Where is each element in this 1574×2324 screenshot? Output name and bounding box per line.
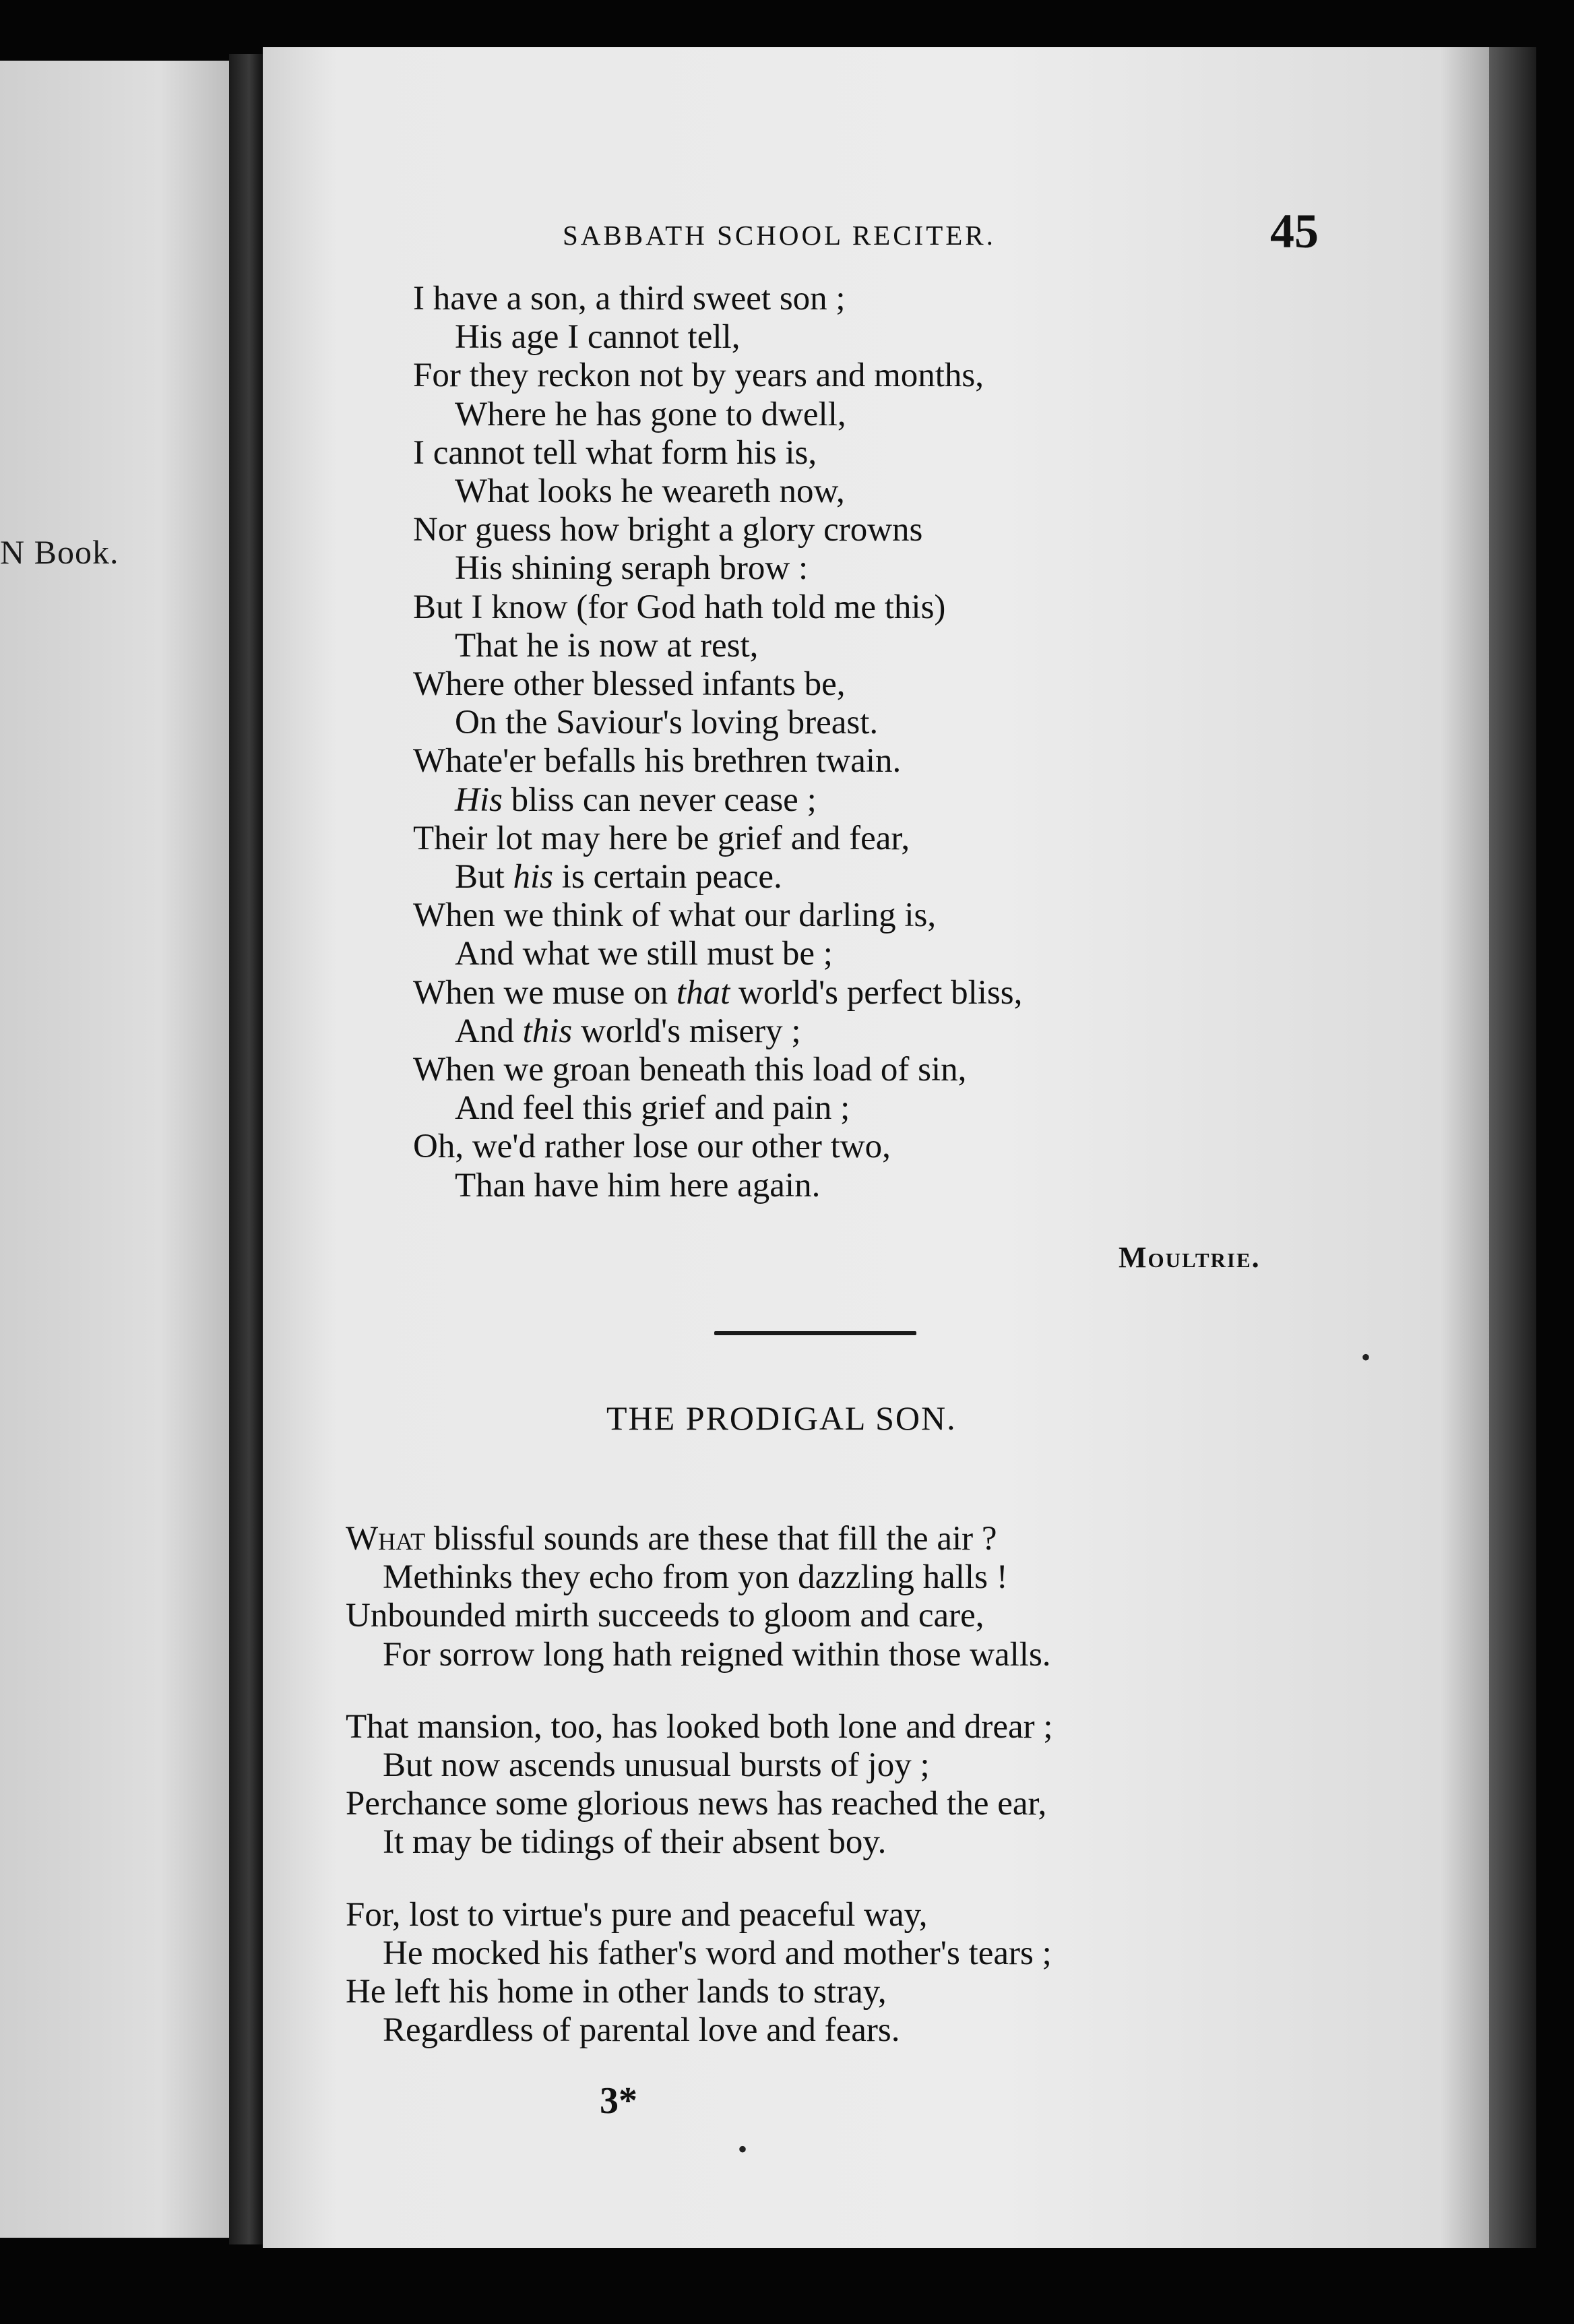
poem-line: And feel this grief and pain ;: [455, 1089, 850, 1128]
poem-line: Oh, we'd rather lose our other two,: [413, 1128, 891, 1166]
poem-line: His shining seraph brow :: [455, 549, 809, 588]
running-head: SABBATH SCHOOL RECITER.: [563, 220, 996, 251]
poem-line: Whate'er befalls his brethren twain.: [413, 742, 902, 781]
stanza-break: [346, 1674, 1053, 1708]
poem-moultrie: [413, 280, 1022, 1205]
poem-line: For sorrow long hath reigned within those walls.: [383, 1635, 1051, 1674]
poem-line: When we groan beneath this load of sin,: [413, 1051, 967, 1089]
poem-first-word: What: [346, 1520, 426, 1558]
poem-line: He mocked his father's word and mother's tears ;: [383, 1934, 1052, 1972]
poem-line: For, lost to virtue's pure and peaceful way,: [346, 1895, 928, 1934]
poem-line: Than have him here again.: [455, 1166, 821, 1204]
poem-line: When we think of what our darling is,: [413, 896, 937, 935]
poem-line: It may be tidings of their absent boy.: [383, 1823, 887, 1862]
poem-line: [346, 1520, 1053, 1558]
poem-line: Nor guess how bright a glory crowns: [413, 511, 923, 549]
poem-line: Perchance some glorious news has reached the ear,: [346, 1785, 1047, 1823]
emphasized-word: that: [676, 973, 730, 1012]
poem-line: What looks he weareth now,: [455, 472, 845, 511]
ink-speck: •: [1361, 1342, 1371, 1372]
ink-speck: •: [738, 2134, 748, 2164]
poem-line: Methinks they echo from yon dazzling halls !: [383, 1558, 1008, 1597]
poem-line: His age I cannot tell,: [455, 318, 741, 357]
emphasized-word: this: [522, 1012, 573, 1050]
poem-line: But his is certain peace.: [455, 858, 782, 896]
poem-line: His bliss can never cease ;: [455, 781, 817, 819]
poem-line: For they reckon not by years and months,: [413, 357, 984, 395]
poem-prodigal-son: [346, 1520, 1053, 2050]
poem-line: And this world's misery ;: [455, 1012, 801, 1050]
poem-line-text: blissful sounds are these that fill the air ?: [425, 1520, 997, 1558]
poem-line: On the Saviour's loving breast.: [455, 704, 879, 742]
poem-line: Their lot may here be grief and fear,: [413, 819, 910, 857]
poem-line: But now ascends unusual bursts of joy ;: [383, 1746, 930, 1785]
right-page: [263, 47, 1489, 2248]
poem-line: He left his home in other lands to stray,: [346, 1973, 887, 2011]
poem-line: And what we still must be ;: [455, 935, 833, 973]
page-number: 45: [1270, 204, 1319, 258]
left-page: [0, 61, 229, 2238]
poem-line: Where he has gone to dwell,: [455, 395, 846, 433]
poem-line: Unbounded mirth succeeds to gloom and care,: [346, 1597, 984, 1635]
printer-signature: 3*: [600, 2080, 637, 2122]
poem-line: Where other blessed infants be,: [413, 665, 846, 704]
poem-line: When we muse on that world's perfect bliss,: [413, 973, 1023, 1012]
poem-line: I cannot tell what form his is,: [413, 433, 817, 472]
poem-attribution: Moultrie.: [1119, 1241, 1261, 1274]
section-divider: [714, 1331, 916, 1335]
poem-line: I have a son, a third sweet son ;: [413, 280, 846, 317]
poem-line: Regardless of parental love and fears.: [383, 2011, 900, 2050]
stanza-break: [346, 1862, 1053, 1896]
page-edge: [1489, 47, 1536, 2248]
poem-title: THE PRODIGAL SON.: [606, 1399, 957, 1437]
poem-line: But I know (for God hath told me this): [413, 588, 946, 626]
emphasized-word: his: [513, 858, 553, 896]
poem-line: That mansion, too, has looked both lone and drear ;: [346, 1707, 1053, 1746]
left-page-fragment: N Book.: [0, 533, 119, 571]
poem-line: That he is now at rest,: [455, 626, 759, 665]
emphasized-word: His: [455, 781, 503, 819]
book-spine: [229, 54, 263, 2244]
